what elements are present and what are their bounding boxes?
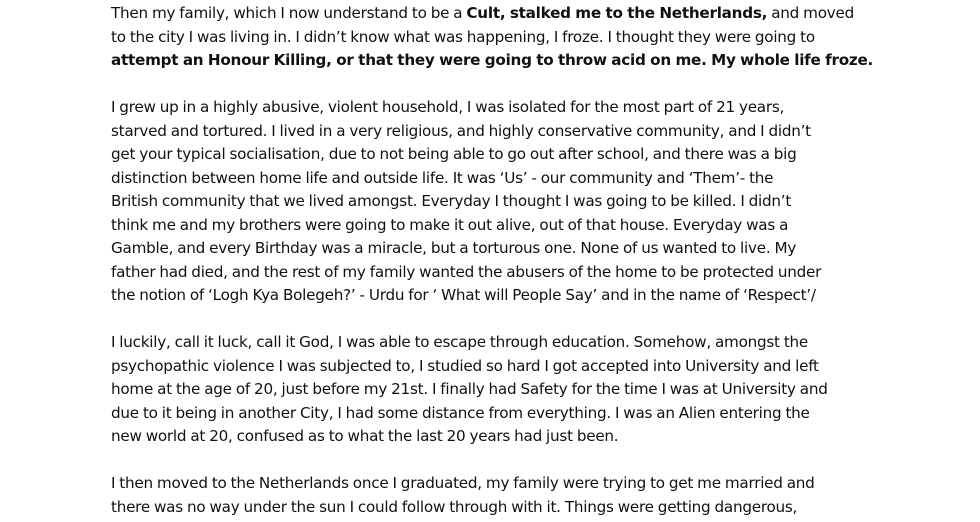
text-segment: British community that we lived amongst. Everyday I thought I was going to be killed. I didn’t bbox=[111, 192, 792, 210]
text-line bbox=[111, 167, 851, 191]
text-line bbox=[111, 425, 851, 449]
text-segment: the notion of ‘Logh Kya Bolegeh?’ - Urdu for ‘ What will People Say’ and in the name of ‘Respect’/ bbox=[111, 286, 816, 304]
text-line bbox=[111, 143, 851, 167]
text-line bbox=[111, 49, 874, 73]
paragraph bbox=[111, 331, 851, 449]
text-line bbox=[111, 284, 851, 308]
text-segment: father had died, and the rest of my family wanted the abusers of the home to be protected under bbox=[111, 262, 822, 281]
text-segment: Gamble, and every Birthday was a miracle, but a torturous one. None of us wanted to live. My bbox=[111, 239, 797, 257]
text-line bbox=[111, 26, 851, 50]
text-line bbox=[111, 378, 851, 402]
text-segment: to the city I was living in. I didn’t know what was happening, I froze. I thought they were going to bbox=[111, 27, 815, 46]
text-segment: distinction between home life and outside life. It was ‘Us’ - our community and ‘Them’- the bbox=[111, 168, 774, 187]
text-segment: psychopathic violence I was subjected to, I studied so hard I got accepted into University and left bbox=[111, 356, 819, 375]
text-line bbox=[111, 331, 851, 355]
paragraph bbox=[111, 472, 851, 519]
bold-text: attempt an Honour Killing, or that they were going to throw acid on me. My whole life froze. bbox=[111, 51, 874, 69]
text-line bbox=[111, 96, 851, 120]
text-segment: and moved bbox=[767, 4, 854, 22]
text-line bbox=[111, 261, 851, 285]
paragraph bbox=[111, 96, 851, 308]
paragraph-spacer bbox=[111, 73, 851, 97]
text-segment: get your typical socialisation, due to not being able to go out after school, and there was a big bbox=[111, 145, 797, 163]
paragraph-spacer bbox=[111, 449, 851, 473]
text-segment: there was no way under the sun I could follow through with it. Things were getting dangerous, bbox=[111, 497, 798, 516]
text-line bbox=[111, 120, 851, 144]
text-segment: new world at 20, confused as to what the last 20 years had just been. bbox=[111, 427, 619, 445]
text-line bbox=[111, 496, 851, 520]
text-segment: due to it being in another City, I had some distance from everything. I was an Alien entering the bbox=[111, 403, 810, 422]
text-segment: starved and tortured. I lived in a very religious, and highly conservative community, and I didn’t bbox=[111, 121, 811, 140]
text-line bbox=[111, 2, 854, 26]
text-segment: I then moved to the Netherlands once I graduated, my family were trying to get me married and bbox=[111, 474, 815, 492]
text-segment: I luckily, call it luck, call it God, I was able to escape through education. Somehow, amongst the bbox=[111, 333, 809, 351]
text-segment: Then my family, which I now understand to be a bbox=[111, 4, 467, 22]
text-line bbox=[111, 402, 851, 426]
text-line bbox=[111, 190, 851, 214]
bold-text: Cult, stalked me to the Netherlands, bbox=[466, 4, 768, 22]
text-segment: think me and my brothers were going to make it out alive, out of that house. Everyday was a bbox=[111, 215, 789, 234]
paragraph bbox=[111, 2, 874, 73]
text-line bbox=[111, 214, 851, 238]
document-page bbox=[111, 2, 874, 519]
text-line bbox=[111, 355, 851, 379]
text-segment: home at the age of 20, just before my 21st. I finally had Safety for the time I was at University and bbox=[111, 380, 828, 398]
text-line bbox=[111, 472, 851, 496]
paragraph-spacer bbox=[111, 308, 851, 332]
text-line bbox=[111, 237, 851, 261]
text-segment: I grew up in a highly abusive, violent household, I was isolated for the most part of 21 years, bbox=[111, 98, 785, 116]
